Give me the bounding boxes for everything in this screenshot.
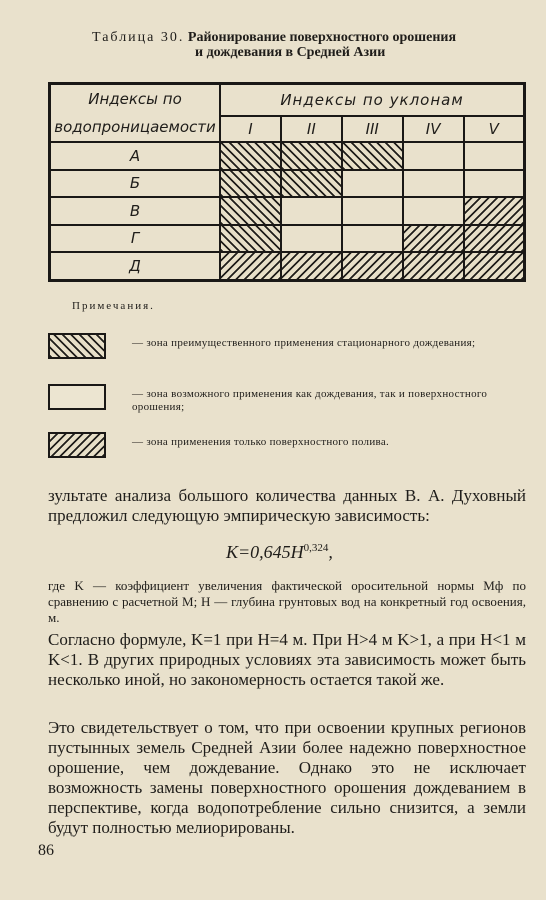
zone-cell-sprinkling [342, 142, 403, 170]
legend-text: — зона применения только поверхностного полива. [132, 436, 390, 448]
caption-title-line2: и дождевания в Средней Азии [195, 45, 386, 60]
zone-cell-surface [464, 252, 525, 280]
slope-col-2: II [281, 116, 342, 142]
formula-base: K=0,645H [226, 542, 304, 562]
paragraph-3: Это свидетельствует о том, что при освоении крупных регионов пустынных земель Средней Азии более надежно поверхностное орошение, чем дождевание. Однако это не исключает возможность замены поверхностного орошения дождеванием в перспективе, когда водопотребление сильно снизится, а земли будут полностью мелиорированы. [48, 718, 526, 837]
zone-cell-sprinkling [220, 170, 281, 198]
zone-cell-sprinkling [281, 170, 342, 198]
formula-tail: , [328, 542, 333, 562]
notes-title: Примечания. [72, 300, 155, 312]
row-label: А [50, 142, 221, 170]
legend-swatch-forward-hatch [48, 333, 106, 359]
slope-col-5: V [464, 116, 525, 142]
zone-cell-either [281, 197, 342, 225]
zone-cell-either [342, 197, 403, 225]
formula [226, 542, 333, 563]
paragraph-1: зультате анализа большого количества данных В. А. Духовный предложил следующую эмпирическую зависимость: [48, 486, 526, 525]
table-row [50, 252, 525, 280]
zone-cell-either [403, 170, 464, 198]
zone-cell-either [464, 170, 525, 198]
zone-cell-either [403, 142, 464, 170]
header-permeability: Индексы по водопроницаемости [50, 84, 221, 143]
zone-cell-either [342, 170, 403, 198]
table-row [50, 170, 525, 198]
zone-cell-sprinkling [220, 142, 281, 170]
zone-cell-surface [220, 252, 281, 280]
table-row [50, 225, 525, 253]
slope-col-3: III [342, 116, 403, 142]
zone-cell-surface [403, 225, 464, 253]
zone-cell-surface [342, 252, 403, 280]
row-label: Г [50, 225, 221, 253]
zone-cell-sprinkling [281, 142, 342, 170]
legend-text: — зона возможного применения как дождевания, так и поверхностного орошения; [132, 388, 488, 413]
zoning-table [48, 82, 526, 282]
zone-cell-surface [403, 252, 464, 280]
legend-swatch-blank [48, 384, 106, 410]
zone-cell-either [281, 225, 342, 253]
paragraph-2: Согласно формуле, K=1 при H=4 м. При H>4 м K>1, а при H<1 м K<1. В других природных условиях эта зависимость может быть несколько иной, но закономерность остается такой же. [48, 630, 526, 689]
zone-cell-sprinkling [220, 225, 281, 253]
row-label: В [50, 197, 221, 225]
header-slopes: Индексы по уклонам [220, 84, 525, 117]
zone-cell-surface [281, 252, 342, 280]
legend-text: — зона преимущественного применения стационарного дождевания; [132, 337, 476, 349]
slope-col-4: IV [403, 116, 464, 142]
slope-col-1: I [220, 116, 281, 142]
zone-cell-either [342, 225, 403, 253]
row-label: Д [50, 252, 221, 280]
zone-cell-either [464, 142, 525, 170]
legend-swatch-back-hatch [48, 432, 106, 458]
caption-title-line1: Районирование поверхностного орошения [187, 30, 457, 45]
row-label: Б [50, 170, 221, 198]
caption-lead: Таблица 30. [92, 30, 185, 45]
page-number: 86 [38, 842, 54, 859]
zone-cell-sprinkling [220, 197, 281, 225]
table-row [50, 197, 525, 225]
zone-cell-surface [464, 197, 525, 225]
zone-cell-surface [464, 225, 525, 253]
table-row [50, 142, 525, 170]
zone-cell-either [403, 197, 464, 225]
formula-exponent: 0,324 [303, 542, 329, 554]
formula-legend: где K — коэффициент увеличения фактической оросительной нормы Mф по сравнению с расчетной M; H — глубина грунтовых вод на конкретный год освоения, м. [48, 578, 526, 625]
table-caption [92, 30, 512, 60]
